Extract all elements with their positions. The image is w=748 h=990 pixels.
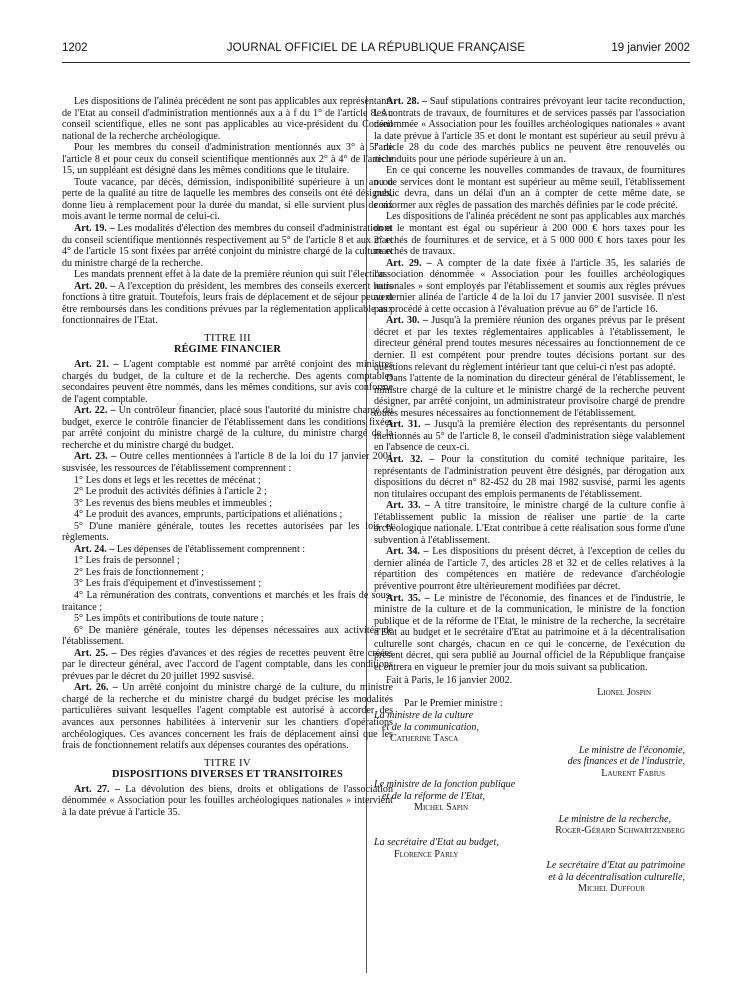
article-text: Un contrôleur financier, placé sous l'autorité du ministre chargé du budget, exerce le contrôle financier de l'établissement dans les conditions fixées par arrêté conjoint du ministre chargé de la culture, du ministre chargé de la recherche et du ministre chargé du budget. <box>62 405 393 451</box>
article-text: A titre transitoire, le ministre chargé de la culture confie à l'établissement public la mission de réaliser une partie de la carte archéologique nationale. L'Etat contribue à cette réalisation sous forme d'une subvention à l'établissement. <box>374 500 685 546</box>
title-iv: TITRE IV <box>203 756 252 769</box>
signatory-title: La ministre de la culture <box>374 709 474 721</box>
article-26 <box>62 682 393 751</box>
signature-block <box>374 675 685 894</box>
signatory-title: et de la communication, <box>382 721 479 733</box>
article-text: A l'exception du président, les membres des conseils exercent leurs fonctions à titre gratuit. Toutefois, leurs frais de déplacement et de séjour peuvent être remboursés dans les conditions prévues par la réglementation applicable aux fonctionnaires de l'Etat. <box>62 280 393 327</box>
list-item: 2° Les frais de fonctionnement ; <box>74 566 204 578</box>
paragraph: En ce qui concerne les nouvelles commandes de travaux, de fournitures ou de services dont le montant est supérieur au même seuil, l'établissement public devra, dans un délai d'un an à compter de cette même date, se conformer aux règles de passation des marchés définies par le code précité. <box>374 165 685 211</box>
title-iii: TITRE III <box>204 331 251 344</box>
article-text: Des régies d'avances et des régies de recettes peuvent être créées par le directeur général, avec l'accord de l'agent comptable, dans les conditions prévues par le décret du 20 juillet 1992 susvisé. <box>62 647 393 682</box>
signatory-name: Michel Sapin <box>414 802 469 814</box>
list-item: 6° De manière générale, toutes les dépenses nécessaires aux activités de l'établissement. <box>62 624 393 648</box>
signatory-title: des finances et de l'industrie, <box>567 756 685 768</box>
signatory-title: Le ministre de la fonction publique <box>374 779 516 791</box>
article-30 <box>374 315 685 373</box>
signatory-title: Le ministre de la recherche, <box>558 813 671 825</box>
paragraph: Pour les membres du conseil d'administration mentionnés aux 3° à 5° de l'article 8 et pour ceux du conseil scientifique mentionnés aux 2° à 4° de l'article 15, un suppléant est désigné dans les mêmes conditions que le titulaire. <box>62 142 393 177</box>
signatory-name: Roger-Gérard Schwartzenberg <box>555 825 685 837</box>
article-text: Jusqu'à la première élection des représentants du personnel mentionnés au 5° de l'article 8, le conseil d'administration siège valablement en l'absence de ceux-ci. <box>374 419 685 454</box>
article-label: Art. 25. – <box>74 647 117 659</box>
article-29 <box>374 258 685 316</box>
article-label: Art. 35. – <box>386 592 430 604</box>
article-34 <box>374 546 685 592</box>
signatory-title: Le ministre de l'économie, <box>578 744 685 756</box>
list-item: 5° Les impôts et contributions de toute nature ; <box>74 613 264 625</box>
article-32 <box>374 454 685 500</box>
title-iv-subtitle: DISPOSITIONS DIVERSES ET TRANSITOIRES <box>112 769 343 781</box>
list-item: 4° La rémunération des contrats, conventions et marchés et les frais de sous-traitance ; <box>62 589 393 613</box>
list-item: 3° Les frais d'équipement et d'investissement ; <box>74 578 262 590</box>
journal-title: JOURNAL OFFICIEL DE LA RÉPUBLIQUE FRANÇAISE <box>226 42 526 54</box>
paragraph: Les dispositions de l'alinéa précédent ne sont pas applicables aux représentants de l'Etat au conseil d'administration mentionnés aux a à f du 1° de l'article 8. Au conseil scientifique, elles ne sont pas applicables au vice-président du Conseil national de la recherche archéologique. <box>62 96 393 142</box>
article-text: Un arrêté conjoint du ministre chargé de la culture, du ministre chargé de la recherche et du ministre chargé du budget précise les modalités particulières suivant lesquelles l'agent comptable est autorisé à accorder des avances aux personnes habilitées à intervenir sur les chantiers d'opérations archéologiques. Ces avances concernent les frais de déplacement ainsi que les frais de fonctionnement relatifs aux dépenses courantes des opérations. <box>62 682 393 752</box>
header-rule <box>62 62 690 63</box>
article-label: Art. 20. – <box>74 280 116 292</box>
signatory-title: La secrétaire d'Etat au budget, <box>374 837 499 848</box>
article-35 <box>374 593 685 674</box>
article-28 <box>374 96 685 165</box>
article-label: Art. 33. – <box>386 500 430 512</box>
article-label: Art. 32. – <box>386 453 435 465</box>
article-label: Art. 23. – <box>74 451 117 463</box>
article-label: Art. 24. – <box>74 543 115 555</box>
signatory-name: Catherine Tasca <box>390 733 459 745</box>
page-number: 1202 <box>62 42 88 54</box>
article-31 <box>374 419 685 454</box>
article-33 <box>374 500 685 546</box>
left-column <box>62 96 393 818</box>
right-column <box>374 96 685 895</box>
paragraph: Dans l'attente de la nomination du directeur général de l'établissement, le ministre chargé de la culture et le ministre chargé de la recherche peuvent désigner, par arrêté conjoint, un administrateur provisoire chargé de prendre toutes mesures nécessaires au fonctionnement de l'établissement. <box>374 373 685 419</box>
signing-place-date: Fait à Paris, le 16 janvier 2002. <box>386 675 513 687</box>
article-text: La dévolution des biens, droits et obligations de l'association dénommée « Association pour les fouilles archéologiques nationales » intervient à la date prévue à l'article 35. <box>62 783 394 818</box>
article-text: Jusqu'à la première réunion des organes prévus par le présent décret et par les textes réglementaires applicables à l'établissement, le directeur général prend toutes mesures nécessaires au fonctionnement de ce dernier. Il est compétent pour prendre toutes décisions portant sur des questions relevant du règlement intérieur tant que celui-ci n'est pas adopté. <box>374 315 685 373</box>
article-label: Art. 34. – <box>386 546 429 558</box>
article-24 <box>62 544 393 556</box>
signatory-title: et de la réforme de l'Etat, <box>382 790 486 802</box>
article-23 <box>62 451 393 474</box>
issue-date: 19 janvier 2002 <box>611 42 690 54</box>
article-label: Art. 22. – <box>74 405 116 417</box>
list-item: 1° Les dons et legs et les recettes de mécénat ; <box>74 474 261 486</box>
article-label: Art. 21. – <box>74 359 119 371</box>
page-header <box>62 42 690 60</box>
article-label: Art. 30. – <box>386 315 428 327</box>
article-text: Les dispositions du présent décret, à l'exception de celles du dernier alinéa de l'article 7, des articles 28 et 32 et de celles relatives à la répartition des compétences en matière de redevance d'archéologie préventive pourront être ultérieurement modifiées par décret. <box>374 546 685 592</box>
paragraph: Les dispositions de l'alinéa précédent ne sont pas applicables aux marchés dont le montant est égal ou supérieur à 200 000 € hors taxes pour les marchés de fournitures et de service, et à 5 000 000 € hors taxes pour les marchés de travaux. <box>374 211 685 258</box>
article-label: Art. 29. – <box>386 257 432 269</box>
article-label: Art. 19. – <box>74 223 115 235</box>
article-27 <box>62 784 393 819</box>
paragraph: Toute vacance, par décès, démission, indisponibilité supérieure à un an ou perte de la qualité au titre de laquelle les membres des conseils ont été désignés, donne lieu à remplacement pour la durée du mandat, si elle survient plus de six mois avant le terme normal de celui-ci. <box>62 176 393 223</box>
article-label: Art. 26. – <box>74 682 118 694</box>
article-text: Les modalités d'élection des membres du conseil d'administration et du conseil scientifique mentionnés respectivement au 5° de l'article 8 et aux 2° et 4° de l'article 15 sont fixées par arrêté conjoint du ministre chargé de la culture et du ministre chargé de la recherche. <box>62 223 393 269</box>
article-label: Art. 27. – <box>74 783 120 795</box>
prime-minister-name: Lionel Jospin <box>597 686 651 698</box>
signatory-title: et à la décentralisation culturelle, <box>548 871 685 883</box>
signatory-title: Le secrétaire d'Etat au patrimoine <box>546 860 685 872</box>
list-item: 3° Les revenus des biens meubles et immeubles ; <box>74 497 273 509</box>
by-prime-minister: Par le Premier ministre : <box>404 698 503 710</box>
article-text: Outre celles mentionnées à l'article 8 de la loi du 17 janvier 2001 susvisée, les ressources de l'établissement comprennent : <box>62 451 393 474</box>
article-25 <box>62 648 393 683</box>
paragraph: Les mandats prennent effet à la date de la première réunion qui suit l'élection. <box>74 269 388 281</box>
article-text: Pour la constitution du comité technique paritaire, les représentants de l'administration peuvent être désignés, par dérogation aux dispositions du décret n° 82-452 du 28 mai 1982 susvisé, parmi les agents non titulaires occupant des emplois permanents de l'établissement. <box>374 453 685 500</box>
article-20 <box>62 281 393 327</box>
list-item: 4° Le produit des avances, emprunts, participations et aliénations ; <box>74 509 343 521</box>
article-text: A compter de la date fixée à l'article 35, les salariés de l'association dénommée « Association pour les fouilles archéologiques nationales » sont employés par l'établissement et soumis aux règles prévues au dernier alinéa de l'article 4 de la loi du 17 janvier 2001 susvisée. Il n'est pas procédé à cette occasion à l'évaluation prévue au 6° de l'article 16. <box>374 257 685 315</box>
article-21 <box>62 359 393 405</box>
article-text: Le ministre de l'économie, des finances et de l'industrie, le ministre de la culture et de la communication, le ministre de la fonction publique et de la réforme de l'Etat, le ministre de la recherche, la secrétaire d'Etat au budget et le secrétaire d'Etat au patrimoine et à la décentralisation culturelle sont chargés, chacun en ce qui le concerne, de l'exécution du présent décret, qui sera publié au Journal officiel de la République française et entrera en vigueur le premier jour du mois suivant sa publication. <box>374 592 685 673</box>
article-label: Art. 28. – <box>386 96 428 107</box>
signatory-name: Florence Parly <box>394 848 459 860</box>
article-label: Art. 31. – <box>386 419 430 431</box>
list-item: 2° Le produit des activités définies à l'article 2 ; <box>74 486 267 498</box>
article-text: L'agent comptable est nommé par arrêté conjoint des ministres chargés du budget, de la culture et de la recherche. Des agents comptables secondaires peuvent être nommés, dans les mêmes conditions, sur avis conforme de l'agent comptable. <box>62 359 393 405</box>
list-item: 1° Les frais de personnel ; <box>74 555 180 567</box>
signatory-name: Michel Duffour <box>577 883 645 895</box>
article-text: Les dépenses de l'établissement comprennent : <box>114 543 306 555</box>
list-item: 5° D'une manière générale, toutes les recettes autorisées par les lois et règlements. <box>62 520 393 544</box>
article-text: Sauf stipulations contraires prévoyant leur tacite reconduction, les contrats de travaux, de fournitures et de services passés par l'association dénommée « Association pour les fouilles archéologiques nationales » avant la date prévue à l'article 35 et dont le montant est supérieur au seuil prévu à l'article 28 du code des marchés publics ne peuvent être renouvelés ou reconduits pour une période supérieure à un an. <box>374 96 685 165</box>
title-iii-subtitle: RÉGIME FINANCIER <box>173 344 282 356</box>
article-22 <box>62 405 393 451</box>
article-19 <box>62 223 393 269</box>
signatory-name: Laurent Fabius <box>601 767 665 779</box>
